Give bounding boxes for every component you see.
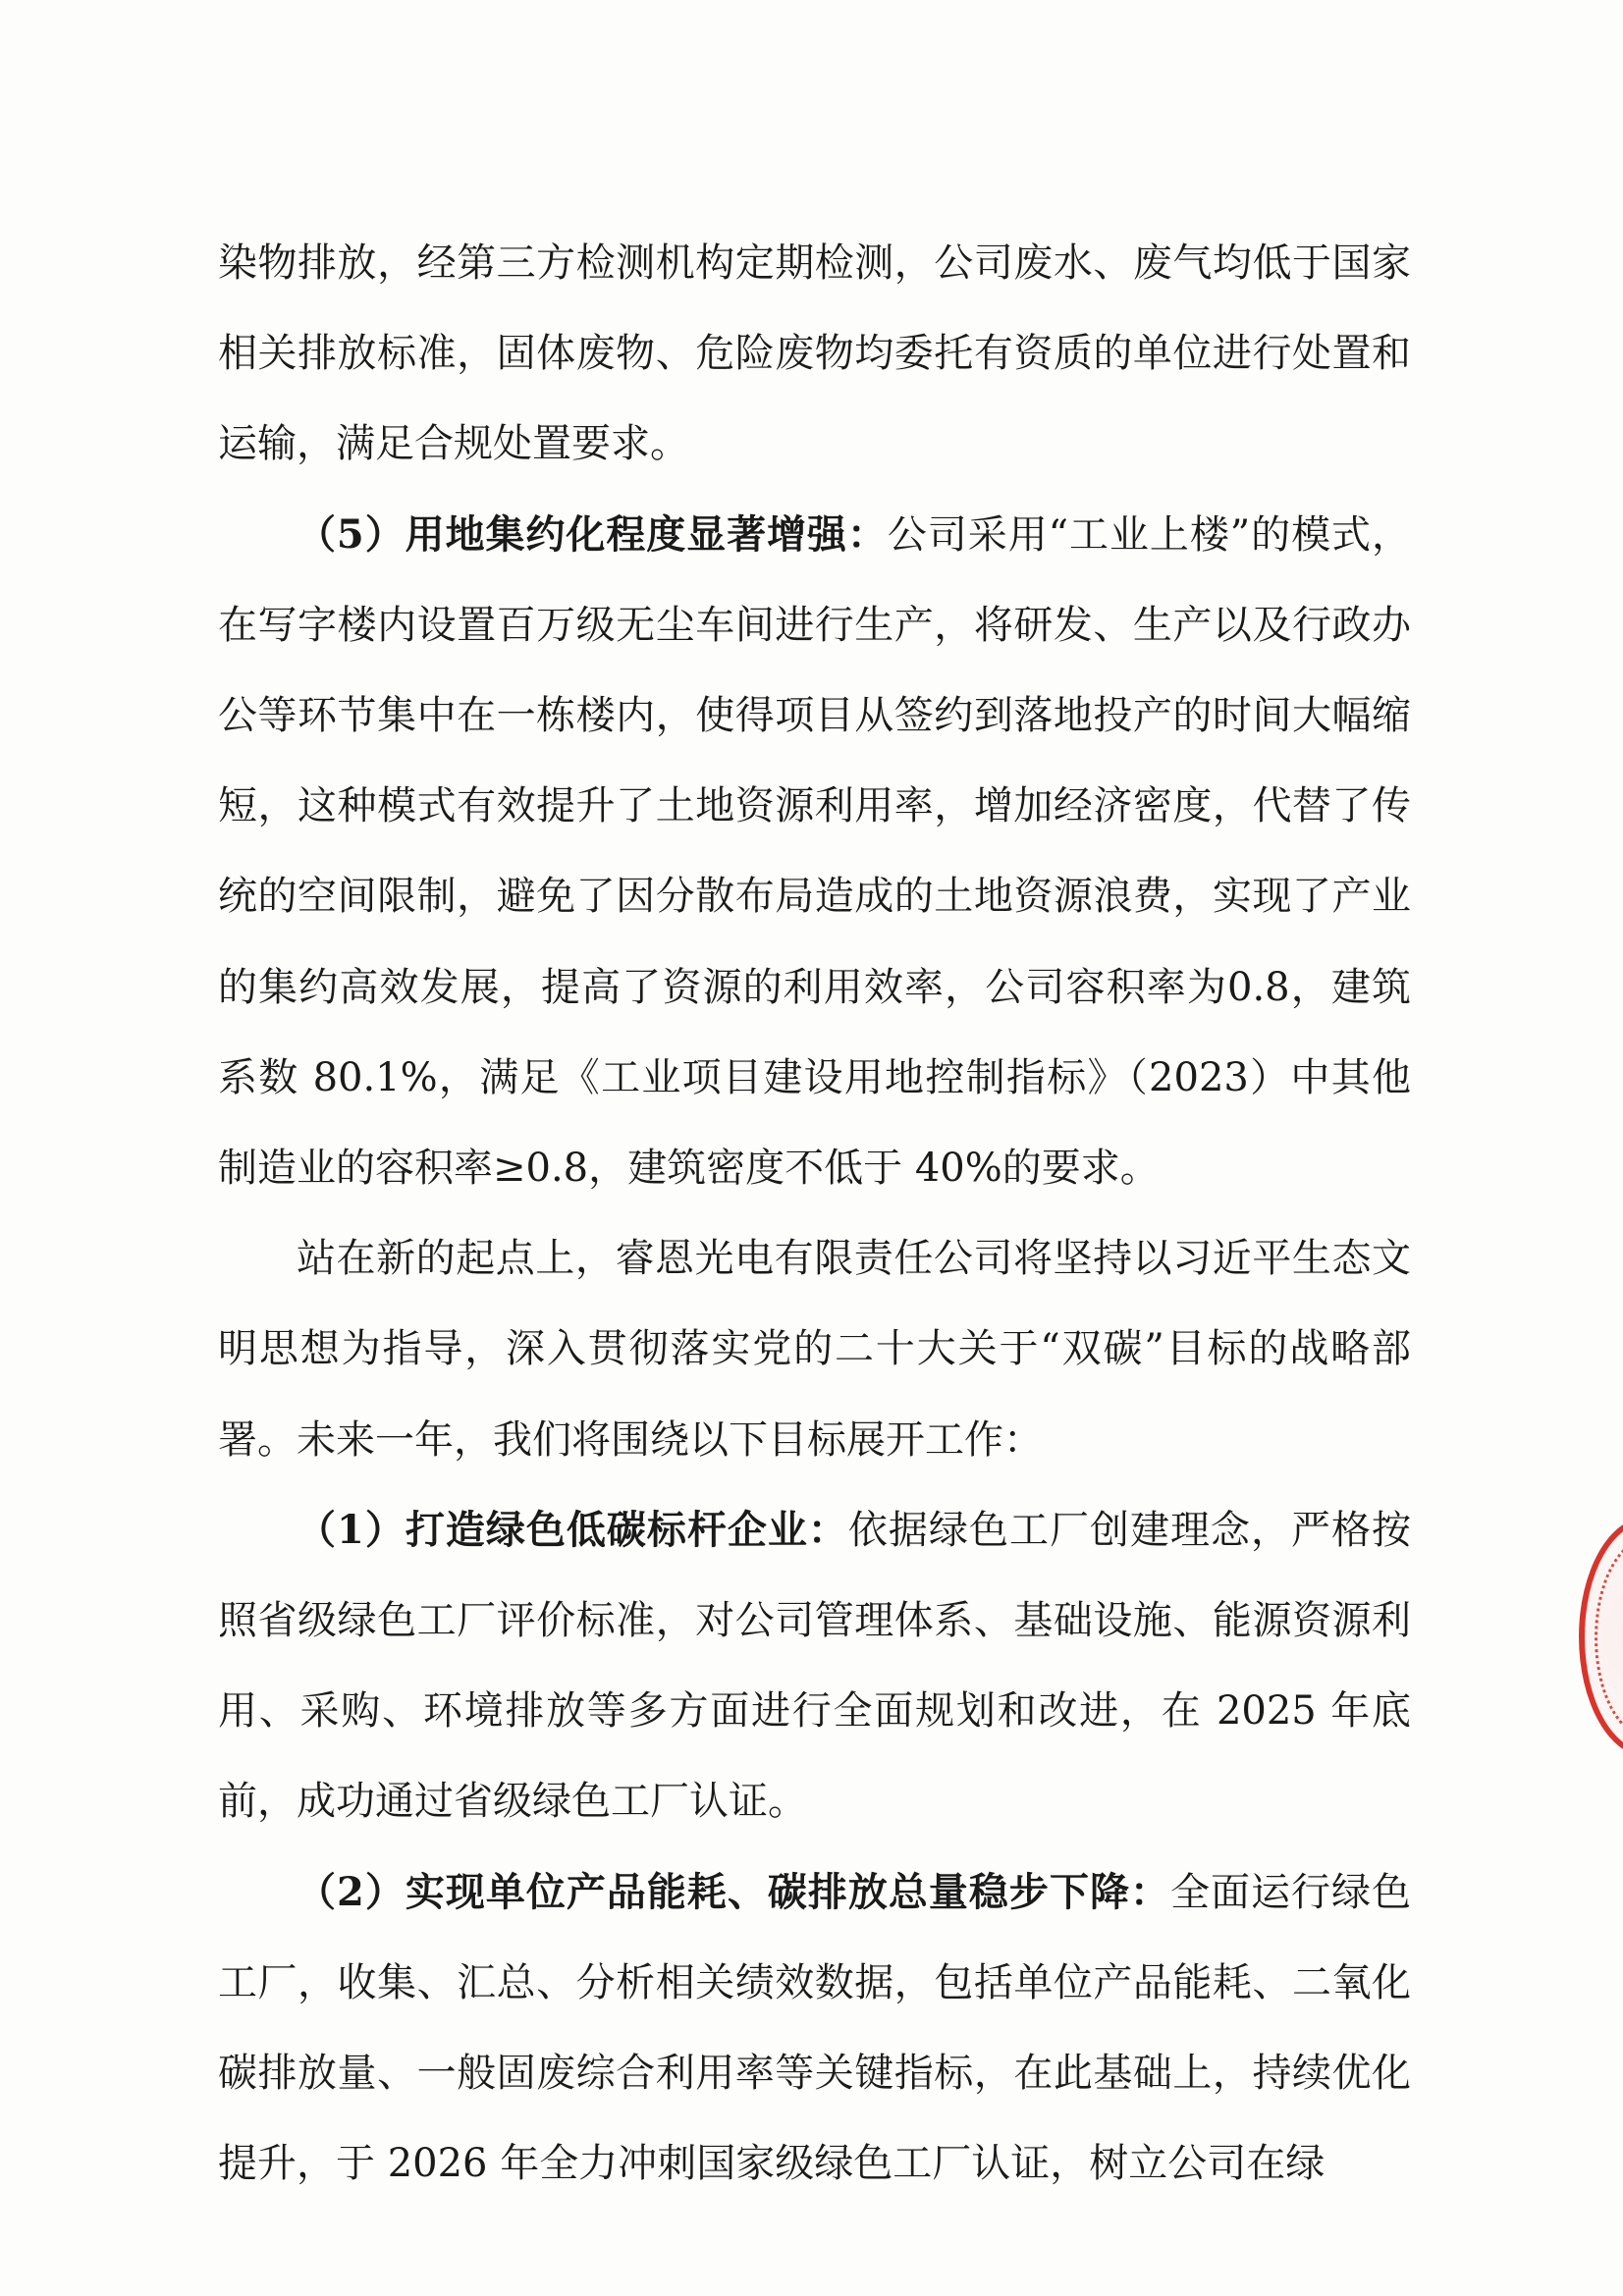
paragraph-lead: （2）实现单位产品能耗、碳排放总量稳步下降：	[297, 1868, 1170, 1915]
paragraph-text: 站在新的起点上，睿恩光电有限责任公司将坚持以习近平生态文明思想为指导，深入贯彻落实党的二十大关于“双碳”目标的战略部署。未来一年，我们将围绕以下目标展开工作：	[218, 1236, 1411, 1463]
paragraph-lead: （1）打造绿色低碳标杆企业：	[297, 1506, 848, 1553]
paragraph-item-1	[218, 1485, 1411, 1847]
paragraph-text: 依据绿色工厂创建理念，严格按照省级绿色工厂评价标准，对公司管理体系、基础设施、能源资源利用、采购、环境排放等多方面进行全面规划和改进，在 2025 年底前，成功通过省级绿色工厂认证。	[218, 1507, 1411, 1825]
paragraph-lead: （5）用地集约化程度显著增强：	[297, 510, 888, 558]
paragraph-item-5	[218, 490, 1411, 1214]
paragraph-text: 全面运行绿色工厂，收集、汇总、分析相关绩效数据，包括单位产品能耗、二氧化碳排放量、一般固废综合利用率等关键指标，在此基础上，持续优化提升，于 2026 年全力冲刺国家级绿色工厂认证，树立公司在绿	[218, 1869, 1411, 2187]
paragraph-text: 公司采用“工业上楼”的模式，在写字楼内设置百万级无尘车间进行生产，将研发、生产以及行政办公等环节集中在一栋楼内，使得项目从签约到落地投产的时间大幅缩短，这种模式有效提升了土地资源利用率，增加经济密度，代替了传统的空间限制，避免了因分散布局造成的土地资源浪费，实现了产业的集约高效发展，提高了资源的利用效率，公司容积率为0.8，建筑系数 80.1%，满足《工业项目建设用地控制指标》（2023）中其他制造业的容积率≥0.8，建筑密度不低于 40%的要求。	[218, 511, 1411, 1192]
paragraph-item-2	[218, 1847, 1411, 2210]
paragraph-text: 染物排放，经第三方检测机构定期检测，公司废水、废气均低于国家相关排放标准，固体废物、危险废物均委托有资质的单位进行处置和运输，满足合规处置要求。	[218, 240, 1411, 467]
document-body	[218, 218, 1411, 2209]
paragraph-intro	[218, 1213, 1411, 1485]
paragraph-continuation	[218, 218, 1411, 490]
